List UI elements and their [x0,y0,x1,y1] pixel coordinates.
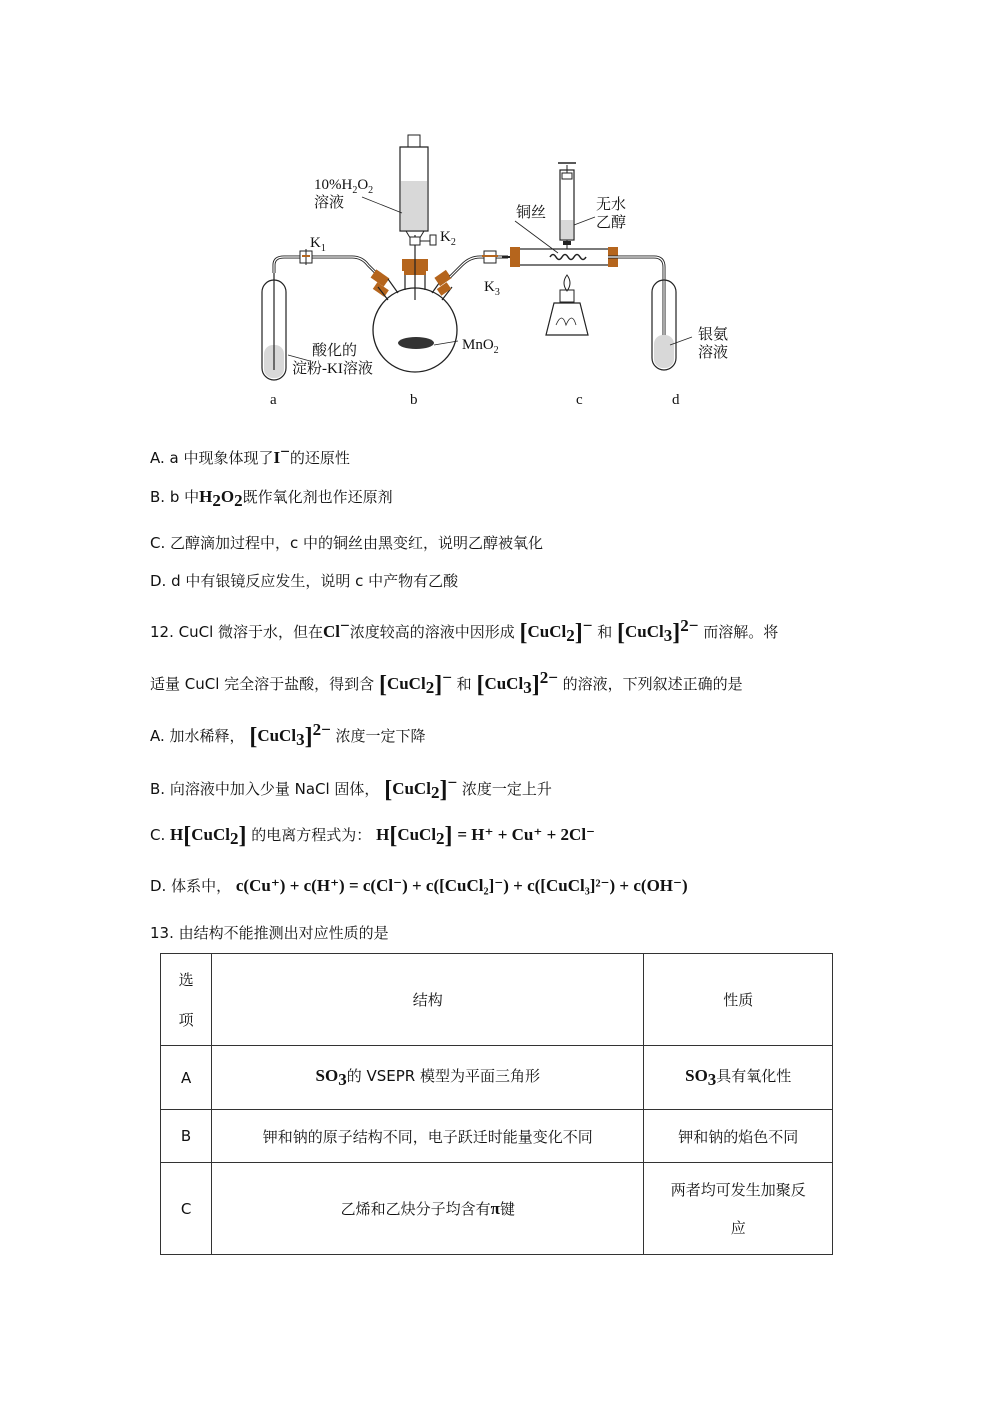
row-a-structure: $SO_3$的 VSEPR 模型为平面三角形 [212,1046,644,1110]
ethanol-syringe [558,163,576,249]
table-row [161,1163,833,1255]
alcohol-lamp [546,275,588,335]
label-b: b [410,392,418,408]
q12-stem-line1: 12. CuCl 微溶于水，但在Cl−浓度较高的溶液中因形成 [CuCl$_2$]− 和 [CuCl$_3$]$^{2-}$ 而溶解。将 [150,616,779,646]
label-a: a [270,392,277,408]
valve-k1 [300,249,312,265]
row-c-option: C [161,1163,212,1255]
label-silver-2: 溶液 [698,345,729,361]
label-silver-1: 银氨 [698,327,729,343]
label-d: d [672,392,680,408]
label-starch-1: 酸化的 [312,343,358,359]
q11-option-c: C. 乙醇滴加过程中，c 中的铜丝由黑变红，说明乙醇被氧化 [150,534,544,552]
test-tube-a [262,267,286,380]
q13-table [160,953,833,1255]
row-c-property: 两者均可发生加聚反 应 [644,1163,833,1255]
table-row [161,1110,833,1163]
header-structure: 结构 [212,954,644,1046]
reaction-tube-c [502,247,618,267]
label-h2o2-solution: 溶液 [314,195,345,211]
row-b-structure: 钾和钠的原子结构不同，电子跃迁时能量变化不同 [212,1110,644,1163]
row-a-option: A [161,1046,212,1110]
label-k3: $K_3$ [484,279,500,298]
q12-option-a: A. 加水稀释， [CuCl$_3$]$^{2-}$ 浓度一定下降 [150,720,426,750]
dropping-funnel [400,135,436,245]
label-copper-wire: 铜丝 [516,205,547,221]
q12-option-b: B. 向溶液中加入少量 NaCl 固体， [CuCl$_2$]− 浓度一定上升 [150,773,552,803]
row-c-structure: 乙烯和乙炔分子均含有π键 [212,1163,644,1255]
label-anhydrous-2: 乙醇 [596,215,627,231]
label-starch-2: 淀粉-KI溶液 [292,361,373,377]
q12-stem-line2: 适量 CuCl 完全溶于盐酸，得到含 [CuCl$_2$]− 和 [CuCl$_3$]$^{2-}$ 的溶液，下列叙述正确的是 [150,668,743,698]
q11-option-b: B. b 中$H_2O_2$既作氧化剂也作还原剂 [150,487,393,510]
header-property: 性质 [644,954,833,1046]
apparatus-diagram [240,125,729,415]
label-anhydrous-1: 无水 [596,197,627,213]
flask-b [373,235,457,372]
q13-title: 13. 由结构不能推测出对应性质的是 [150,924,389,942]
table-row [161,1046,833,1110]
valve-k3 [482,251,498,263]
label-k2: $K_2$ [440,229,456,248]
label-h2o2: $10\%H_2O_2$ [314,177,374,196]
label-k1: $K_1$ [310,235,326,254]
q12-option-c: C. H[CuCl$_2$] 的电离方程式为： H[CuCl$_2$] = H⁺ + Cu⁺ + 2Cl⁻ [150,823,596,849]
row-a-property: $SO_3$具有氧化性 [644,1046,833,1110]
label-mno2: MnO$_2$ [462,337,499,356]
q11-option-a: A. a 中现象体现了I−的还原性 [150,442,350,467]
q12-option-d: D. 体系中， c(Cu⁺) + c(H⁺) = c(Cl⁻) + c([CuCl₂]⁻) + c([CuCl₃]²⁻) + c(OH⁻) [150,876,688,895]
header-option: 选 项 [161,954,212,1046]
row-b-property: 钾和钠的焰色不同 [644,1110,833,1163]
q11-option-d: D. d 中有银镜反应发生，说明 c 中产物有乙酸 [150,572,459,590]
label-c: c [576,392,583,408]
row-b-option: B [161,1110,212,1163]
table-header-row [161,954,833,1046]
